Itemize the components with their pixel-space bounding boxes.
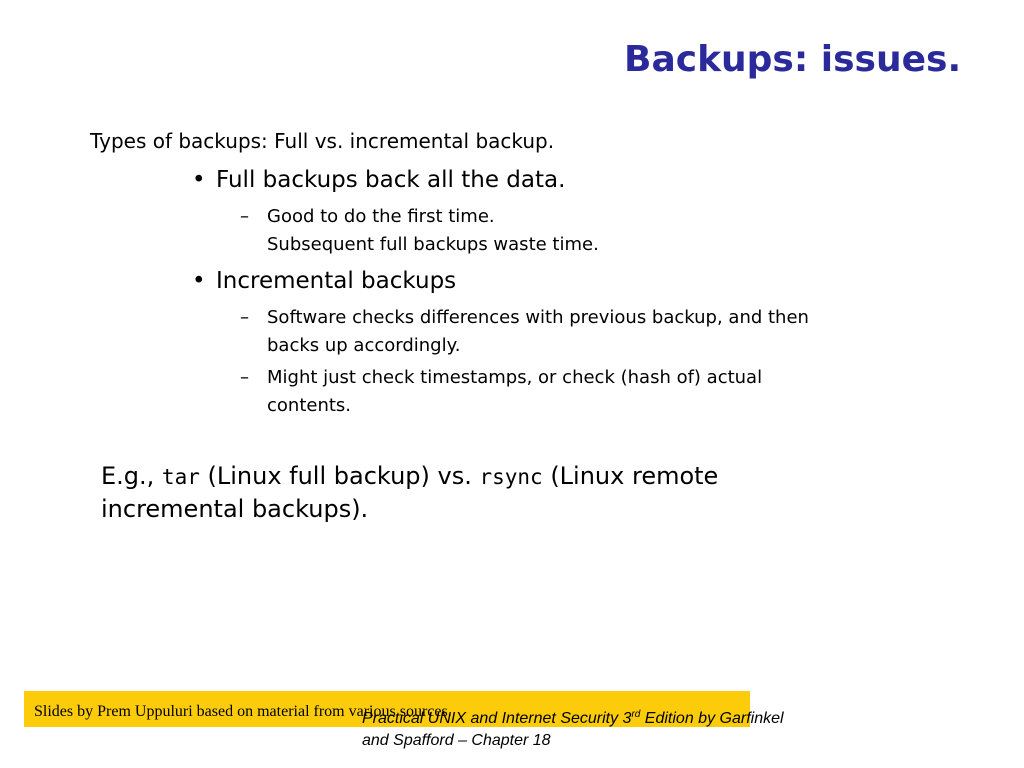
footer-credit-text: Slides by Prem Uppuluri based on material from various sources. xyxy=(34,703,452,720)
dash-marker: – xyxy=(240,206,249,227)
book-reference-line-1 xyxy=(362,708,784,730)
rsync-command: rsync xyxy=(479,465,543,489)
bullet-marker: • xyxy=(192,268,206,294)
sub-bullet-line: backs up accordingly. xyxy=(267,335,461,356)
example-prefix: E.g., xyxy=(101,462,162,490)
intro-text: Types of backups: Full vs. incremental backup. xyxy=(90,129,555,153)
slide-title: Backups: issues. xyxy=(624,39,962,80)
sub-bullet-line: contents. xyxy=(267,395,352,416)
example-paragraph xyxy=(101,460,718,525)
sub-bullet-line: Might just check timestamps, or check (hash of) actual xyxy=(267,367,763,388)
example-line-2: incremental backups). xyxy=(101,495,369,523)
book-title-text: Practical UNIX and Internet Security 3 xyxy=(362,710,632,727)
book-reference-line-2: and Spafford – Chapter 18 xyxy=(362,732,551,749)
example-mid: (Linux full backup) vs. xyxy=(199,462,480,490)
example-suffix: (Linux remote xyxy=(542,462,719,490)
bullet-marker: • xyxy=(192,167,206,193)
edition-superscript: rd xyxy=(631,709,641,720)
book-authors-text: Edition by Garfinkel xyxy=(640,710,784,727)
sub-bullet-line: Good to do the first time. xyxy=(267,206,495,227)
bullet-text: Full backups back all the data. xyxy=(216,167,566,193)
dash-marker: – xyxy=(240,307,249,328)
bullet-text: Incremental backups xyxy=(216,268,457,294)
sub-bullet-line: Subsequent full backups waste time. xyxy=(267,234,599,255)
dash-marker: – xyxy=(240,367,249,388)
example-line-1 xyxy=(101,460,718,493)
tar-command: tar xyxy=(161,465,200,489)
book-reference xyxy=(362,708,784,752)
sub-bullet-line: Software checks differences with previous backup, and then xyxy=(267,307,809,328)
